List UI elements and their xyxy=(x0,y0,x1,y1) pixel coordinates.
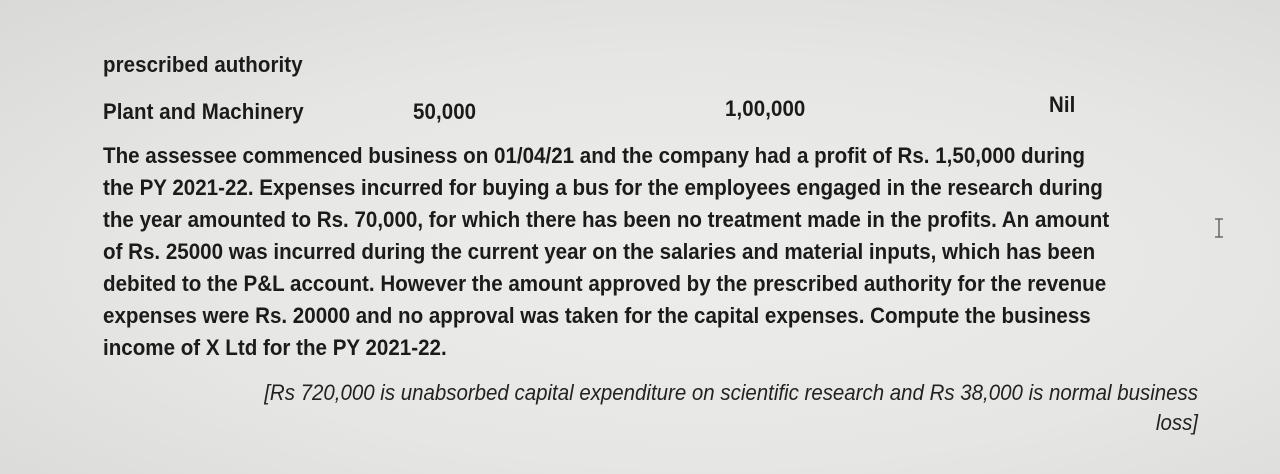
paragraph-line: the PY 2021-22. Expenses incurred for buying a bus for the employees engaged in the research during xyxy=(103,175,1103,200)
question-paragraph xyxy=(103,140,1198,364)
paragraph-line: the year amounted to Rs. 70,000, for which there has been no treatment made in the profits. An amount xyxy=(103,207,1110,232)
answer-note xyxy=(158,378,1198,438)
text-cursor-icon xyxy=(1212,218,1226,238)
table-cell-value-3: Nil xyxy=(1049,92,1076,117)
paragraph-line: debited to the P&L account. However the amount approved by the prescribed authority for the revenue xyxy=(103,271,1107,296)
table-cell-value-1: 50,000 xyxy=(413,99,477,124)
answer-line: loss] xyxy=(1155,410,1198,435)
paragraph-line: income of X Ltd for the PY 2021-22. xyxy=(103,335,447,360)
paragraph-line: The assessee commenced business on 01/04/21 and the company had a profit of Rs. 1,50,000 during xyxy=(103,143,1085,168)
paragraph-line: expenses were Rs. 20000 and no approval was taken for the capital expenses. Compute the business xyxy=(103,303,1091,328)
paragraph-line: of Rs. 25000 was incurred during the current year on the salaries and material inputs, which has been xyxy=(103,239,1096,264)
previous-line-text: prescribed authority xyxy=(103,52,303,77)
table-row-label: Plant and Machinery xyxy=(103,99,304,124)
answer-line: [Rs 720,000 is unabsorbed capital expenditure on scientific research and Rs 38,000 is normal business xyxy=(264,380,1198,405)
table-cell-value-2: 1,00,000 xyxy=(725,96,806,121)
